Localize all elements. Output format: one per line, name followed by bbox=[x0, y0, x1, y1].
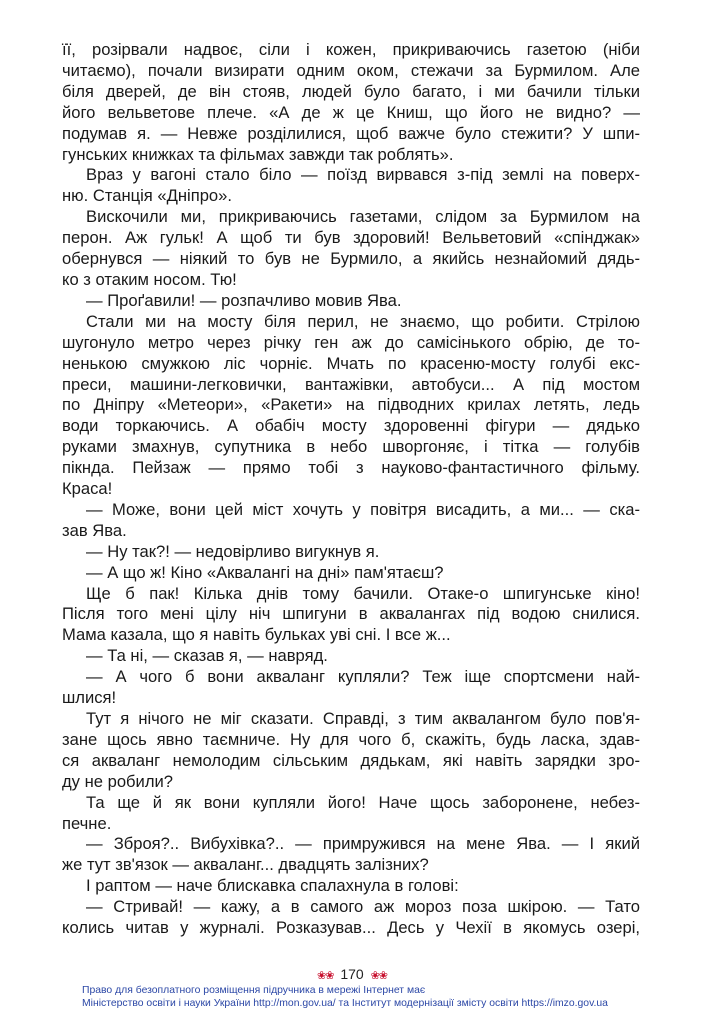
text-line: І раптом — наче блискавка спалахнула в голові: bbox=[86, 876, 459, 896]
text-line: Мама казала, що я навіть бульках уві сні. І все ж... bbox=[62, 625, 451, 645]
text-line: біля дверей, де він стояв, людей було багато, і ми бачили тільки bbox=[62, 81, 640, 101]
text-line: — Та ні, — сказав я, — навряд. bbox=[86, 646, 328, 666]
text-line: його вельветове плече. «А де ж це Книш, що його не видно? — bbox=[62, 102, 640, 122]
text-line: обернувся — ніякий то був не Бурмило, а якийсь незнайомий дядь- bbox=[62, 249, 640, 269]
text-line: ся акваланг немолодим сільським дядькам, які навіть зарядки зро- bbox=[62, 750, 640, 770]
text-line: — Проґавили! — розпачливо мовив Ява. bbox=[86, 290, 402, 310]
page-number-area bbox=[0, 966, 704, 982]
text-line: Краса! bbox=[62, 479, 113, 499]
text-line: — Ну так?! — недовірливо вигукнув я. bbox=[86, 541, 380, 561]
text-line: по Дніпру «Метеори», «Ракети» на підводних крилах летять, ледь bbox=[62, 395, 640, 415]
text-line: — Стривай! — кажу, а в самого аж мороз поза шкірою. — Тато bbox=[86, 897, 640, 917]
text-line: гунських книжках та фільмах завжди так роблять». bbox=[62, 144, 454, 164]
text-line: її, розірвали надвоє, сіли і кожен, прикриваючись газетою (ніби bbox=[62, 40, 640, 59]
text-line: колись читав у журналі. Розказував... Десь у Чехії в якомусь озері, bbox=[62, 918, 640, 938]
text-line: Стали ми на мосту біля перил, не знаємо, що робити. Стрілою bbox=[86, 311, 640, 331]
text-line: ко з отаким носом. Тю! bbox=[62, 269, 237, 289]
text-line: — Зброя?.. Вибухівка?.. — примружився на мене Ява. — І який bbox=[86, 834, 640, 854]
footer-notice bbox=[82, 984, 642, 1010]
text-line: зав Ява. bbox=[62, 520, 127, 540]
text-line: печне. bbox=[62, 813, 112, 833]
ornament-right-icon: ❀❀ bbox=[370, 970, 387, 982]
text-line: читаємо), почали визирати одним оком, стежачи за Бурмилом. Але bbox=[62, 60, 640, 80]
text-line: зане щось явно таємниче. Ну для чого б, скажіть, будь ласка, здав- bbox=[62, 729, 640, 749]
ornament-left-icon: ❀❀ bbox=[316, 970, 334, 982]
text-line: Тут я нічого не міг сказати. Справді, з тим аквалангом було пов'я- bbox=[86, 709, 640, 728]
text-line: шлися! bbox=[62, 688, 117, 708]
text-line: ду не робили? bbox=[62, 771, 174, 791]
text-line: руками змахнув, супутника в небо шворгоняє, і тітка — голубів bbox=[62, 437, 640, 457]
text-line: перон. Аж гульк! А щоб ти був здоровий! Вельветовий «спінджак» bbox=[62, 228, 640, 248]
text-line: Після того мені цілу ніч шпигуни в аквалангах під водою снилися. bbox=[62, 604, 640, 624]
page-number: 170 bbox=[340, 966, 364, 982]
text-line: — Може, вони цей міст хочуть у повітря висадить, а ми... — ска- bbox=[86, 499, 640, 519]
text-line: подумав я. — Невже розділилися, щоб важче було стежити? У шпи- bbox=[62, 123, 640, 143]
text-line: же тут зв'язок — акваланг... двадцять залізних? bbox=[62, 855, 429, 875]
text-line: пікнда. Пейзаж — прямо тобі з науково-фантастичного фільму. bbox=[62, 458, 640, 478]
text-line: Та ще й як вони купляли його! Наче щось заборонене, небез- bbox=[86, 792, 640, 812]
body-text bbox=[62, 40, 640, 939]
text-line: ню. Станція «Дніпро». bbox=[62, 186, 233, 206]
text-line: шугонуло метро через річку ген аж до самісінького обрію, де то- bbox=[62, 332, 640, 352]
footer-line-1: Право для безоплатного розміщення підручника в мережі Інтернет має bbox=[82, 985, 426, 996]
text-line: — А що ж! Кіно «Аквалангі на дні» пам'ятаєш? bbox=[86, 562, 444, 582]
text-line: преси, машини-легковички, вантажівки, автобуси... А під мостом bbox=[62, 374, 640, 394]
text-line: — А чого б вони акваланг купляли? Теж іще спортсмени най- bbox=[86, 667, 640, 687]
text-line: води торкаючись. А обабіч мосту здоровенні фігури — дядько bbox=[62, 416, 640, 436]
text-line: Ще б пак! Кілька днів тому бачили. Отаке-о шпигунське кіно! bbox=[86, 583, 640, 603]
text-line: Вискочили ми, прикриваючись газетами, слідом за Бурмилом на bbox=[86, 207, 640, 227]
text-line: ненькою смужкою ліс чорніє. Мчать по красеню-мосту голубі екс- bbox=[62, 353, 640, 373]
footer-line-2: Міністерство освіти і науки України http://mon.gov.ua/ та Інститут модернізації змісту освіти https://imzo.gov.ua bbox=[82, 998, 608, 1009]
text-line: Враз у вагоні стало біло — поїзд вирвався з-під землі на поверх- bbox=[86, 165, 640, 185]
